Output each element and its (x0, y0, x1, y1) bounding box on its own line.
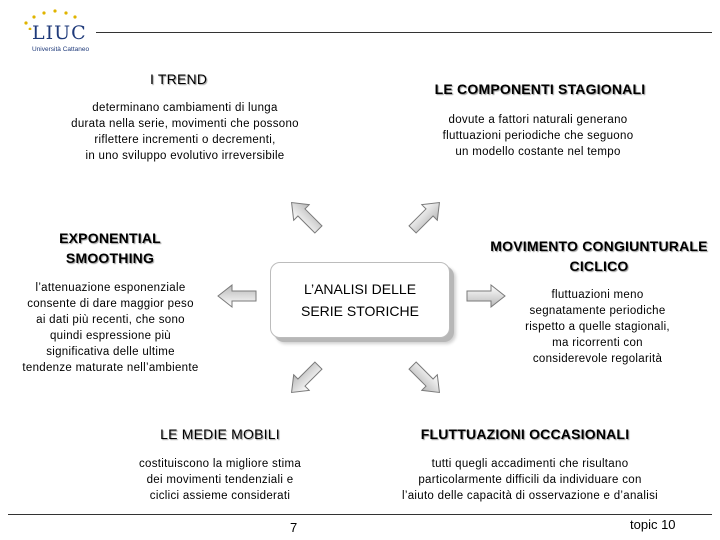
exponential-line: ai dati più recenti, che sono (36, 314, 185, 326)
ciclico-title-line2: CICLICO (569, 258, 629, 274)
arrow-up-left-icon (282, 193, 327, 238)
occasionali-description (380, 456, 680, 504)
topic-label: topic 10 (630, 517, 676, 532)
logo-subtitle: Università Cattaneo (32, 46, 90, 53)
header-rule (96, 32, 712, 33)
page-number: 7 (290, 520, 298, 535)
ciclico-line: rispetto a quelle stagionali, (525, 321, 670, 333)
trend-line: durata nella serie, movimenti che possono (71, 118, 299, 130)
exponential-line: tendenze maturate nell’ambiente (22, 362, 199, 374)
exponential-line: quindi espressione più (49, 330, 172, 342)
footer-rule (8, 514, 712, 515)
trend-title: I TREND (150, 71, 208, 87)
exponential-title-line1: EXPONENTIAL (59, 230, 161, 246)
ciclico-line: segnatamente periodiche (529, 305, 666, 317)
exponential-line: l’attenuazione esponenziale (35, 282, 186, 294)
trend-line: riflettere incrementi o decrementi, (94, 134, 276, 146)
stagionali-title: LE COMPONENTI STAGIONALI (434, 81, 646, 97)
ciclico-line: considerevole regolarità (532, 353, 663, 365)
exponential-title-line2: SMOOTHING (65, 250, 155, 266)
occasionali-line: particolarmente difficili da individuare con (418, 474, 642, 486)
ciclico-title-line1: MOVIMENTO CONGIUNTURALE (490, 238, 708, 254)
ciclico-line: fluttuazioni meno (551, 289, 644, 301)
occasionali-title: FLUTTUAZIONI OCCASIONALI (420, 426, 630, 442)
liuc-logo (20, 6, 100, 56)
occasionali-line: tutti quegli accadimenti che risultano (431, 458, 629, 470)
ciclico-description (505, 287, 690, 367)
medie-line: ciclici assieme considerati (149, 490, 291, 502)
center-line1: L’ANALISI DELLE (303, 281, 417, 297)
exponential-line: consente di dare maggior peso (27, 298, 194, 310)
occasionali-line: l’aiuto delle capacità di osservazione e d’analisi (401, 490, 658, 502)
trend-line: determinano cambiamenti di lunga (92, 102, 278, 114)
medie-line: dei movimenti tendenziali e (146, 474, 294, 486)
center-line2: SERIE STORICHE (301, 303, 419, 319)
trend-description (40, 100, 330, 164)
medie-title: LE MEDIE MOBILI (160, 426, 280, 442)
exponential-title (40, 228, 180, 268)
stagionali-line: un modello costante nel tempo (455, 146, 621, 158)
center-topic-box (270, 262, 450, 338)
exponential-line: significativa delle ultime (46, 346, 175, 358)
medie-description (110, 456, 330, 504)
trend-line: in uno sviluppo evolutivo irreversibile (85, 150, 285, 162)
arrow-down-left-icon (282, 356, 327, 401)
stagionali-line: fluttuazioni periodiche che seguono (442, 130, 634, 142)
ciclico-title (480, 236, 718, 276)
stagionali-description (408, 112, 668, 160)
arrow-up-right-icon (403, 193, 448, 238)
arrow-left-icon (217, 284, 257, 308)
ciclico-line: ma ricorrenti con (552, 337, 643, 349)
medie-line: costituiscono la migliore stima (138, 458, 302, 470)
arrow-right-icon (466, 284, 506, 308)
logo-name: LIUC (32, 22, 87, 44)
arrow-down-right-icon (403, 356, 448, 401)
exponential-description (8, 280, 213, 376)
stagionali-line: dovute a fattori naturali generano (448, 114, 628, 126)
